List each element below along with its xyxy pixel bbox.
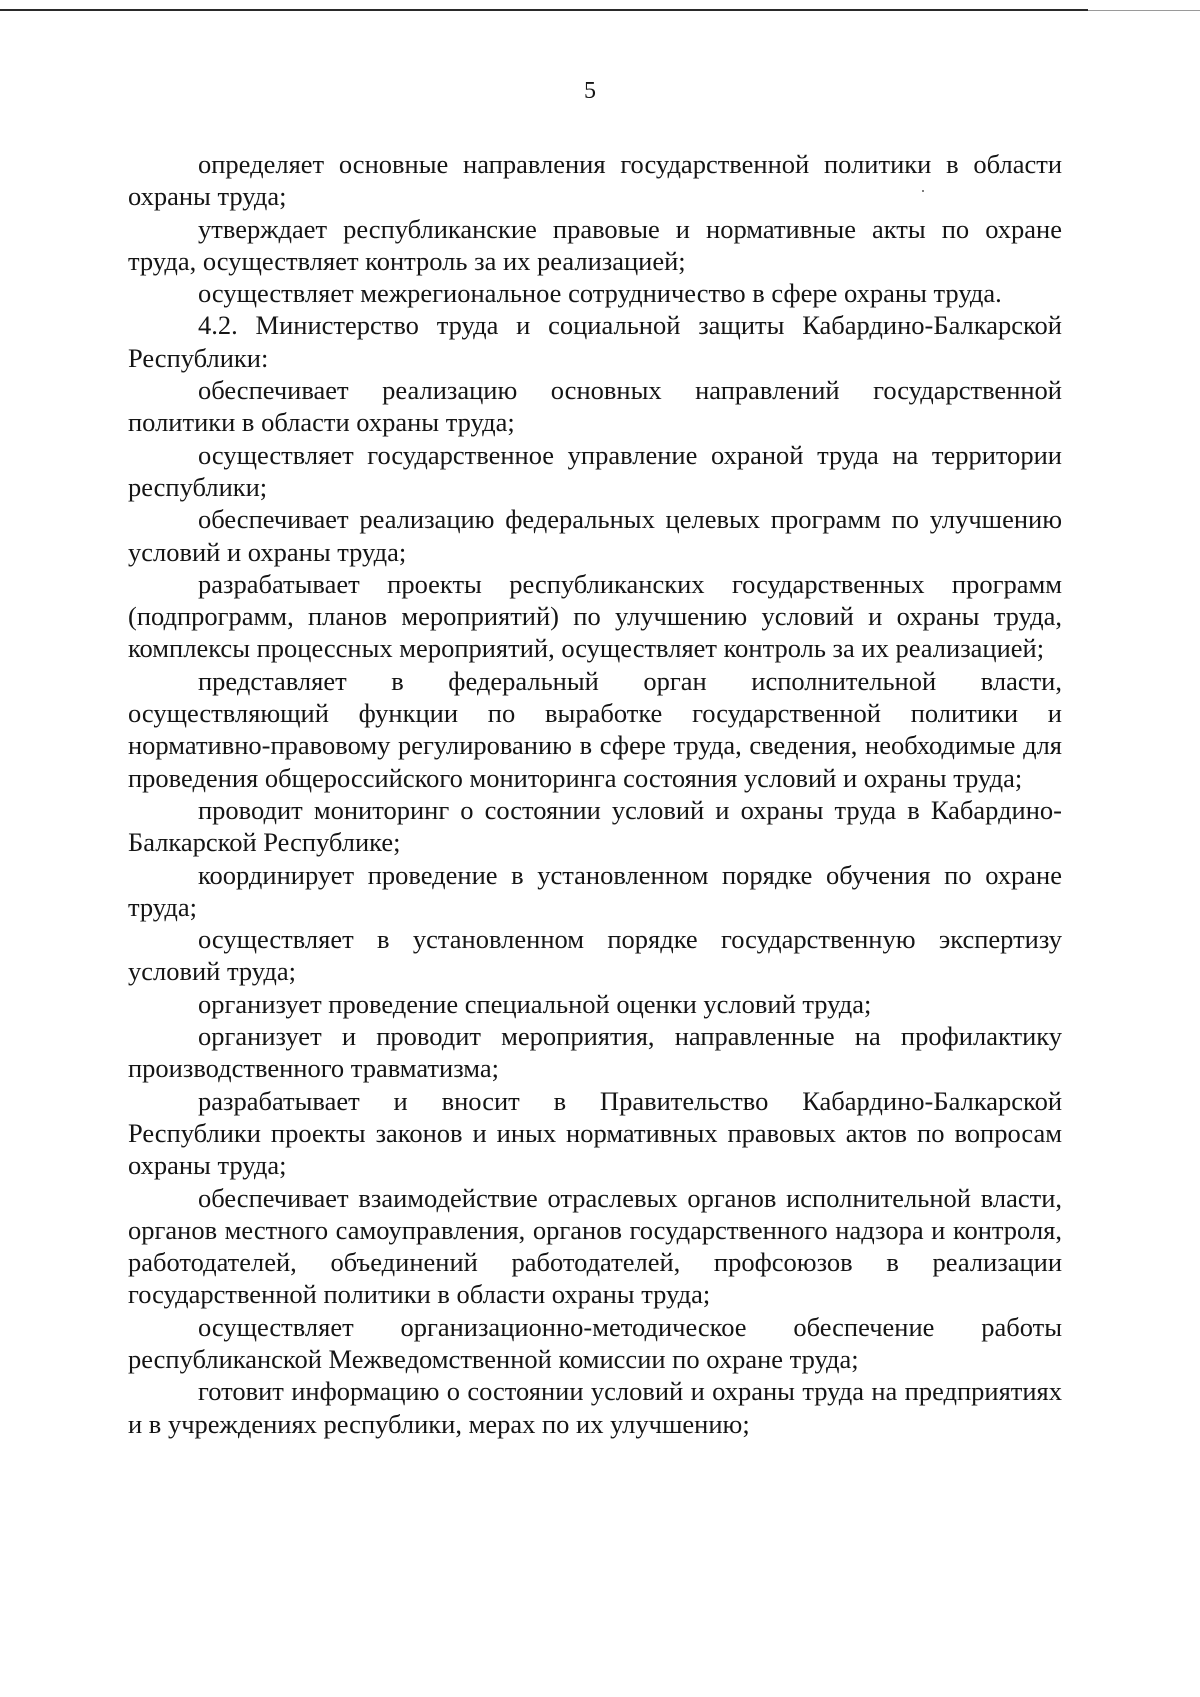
paragraph: организует проведение специальной оценки условий труда;	[198, 988, 872, 1019]
page-number: 5	[584, 78, 596, 104]
paragraph: готовит информацию о состоянии условий и охраны труда на предприятиях и в учреждениях республики, мерах по их улучшению;	[128, 1376, 1062, 1439]
paragraph: организует и проводит мероприятия, направленные на профилактику производственного травматизма;	[128, 1021, 1062, 1084]
paragraph: осуществляет организационно-методическое обеспечение работы республиканской Межведомственной комиссии по охране труда;	[128, 1311, 1062, 1374]
top-scan-border-faint	[1088, 10, 1200, 11]
document-body	[128, 148, 1062, 1440]
paragraph: представляет в федеральный орган исполнительной власти, осуществляющий функции по выработке государственной политики и нормативно-правовому регулированию в сфере труда, сведения, необходимые для проведения общероссийского мониторинга состояния условий и охраны труда;	[128, 665, 1062, 793]
paragraph: осуществляет в установленном порядке государственную экспертизу условий труда;	[128, 924, 1062, 987]
paragraph: разрабатывает проекты республиканских государственных программ (подпрограмм, планов мероприятий) по улучшению условий и охраны труда, комплексы процессных мероприятий, осуществляет контроль за их реализацией;	[128, 568, 1062, 664]
paragraph: утверждает республиканские правовые и нормативные акты по охране труда, осуществляет контроль за их реализацией;	[128, 213, 1062, 276]
paragraph: обеспечивает взаимодействие отраслевых органов исполнительной власти, органов местного самоуправления, органов государственного надзора и контроля, работодателей, объединений работодателей, профсоюзов в реализации государственной политики в области охраны труда;	[128, 1182, 1062, 1310]
paragraph: обеспечивает реализацию основных направлений государственной политики в области охраны труда;	[128, 375, 1062, 438]
top-scan-border	[0, 9, 1088, 11]
paragraph: проводит мониторинг о состоянии условий и охраны труда в Кабардино-Балкарской Республике;	[128, 794, 1062, 858]
paragraph: определяет основные направления государственной политики в области охраны труда;	[128, 149, 1062, 212]
paragraph: координирует проведение в установленном порядке обучения по охране труда;	[128, 859, 1062, 922]
paragraph: осуществляет межрегиональное сотрудничество в сфере охраны труда.	[198, 278, 1002, 309]
paragraph: разрабатывает и вносит в Правительство Кабардино-Балкарской Республики проекты законов и иных нормативных правовых актов по вопросам охраны труда;	[128, 1085, 1062, 1181]
section-heading-paragraph: 4.2. Министерство труда и социальной защиты Кабардино-Балкарской Республики:	[128, 310, 1062, 373]
paragraph: осуществляет государственное управление охраной труда на территории республики;	[128, 439, 1062, 502]
paragraph: обеспечивает реализацию федеральных целевых программ по улучшению условий и охраны труда;	[128, 504, 1062, 567]
